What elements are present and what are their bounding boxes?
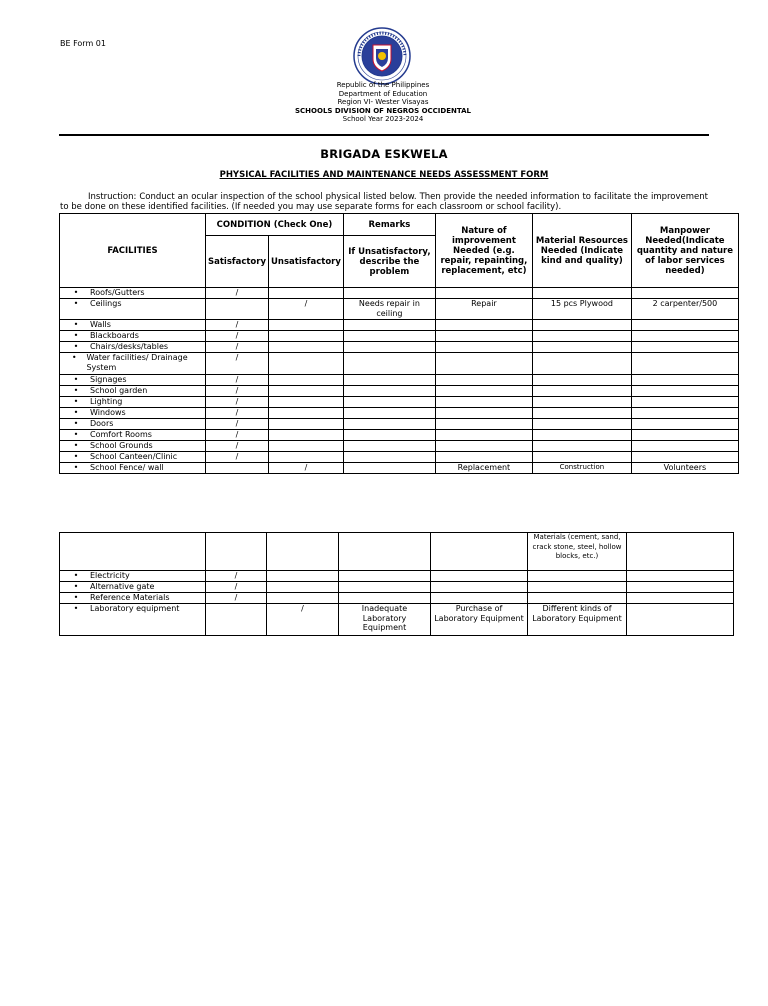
satisfactory-cell: / <box>206 593 267 604</box>
unsatisfactory-cell <box>267 582 339 593</box>
facility-name: Reference Materials <box>90 593 170 602</box>
table-cell <box>627 533 734 571</box>
remarks-cell <box>343 331 435 342</box>
remarks-cell <box>343 375 435 386</box>
manpower-cell <box>631 397 738 408</box>
nature-cell <box>435 342 532 353</box>
nature-cell <box>435 452 532 463</box>
manpower-cell <box>631 320 738 331</box>
facility-name: Laboratory equipment <box>90 604 180 613</box>
satisfactory-cell <box>206 604 267 636</box>
remarks-cell <box>343 408 435 419</box>
facility-name: Chairs/desks/tables <box>90 342 169 351</box>
facility-cell <box>60 452 206 463</box>
table-row <box>60 571 734 582</box>
material-cell <box>532 288 631 299</box>
table-row <box>60 386 739 397</box>
remarks-cell <box>343 386 435 397</box>
facility-name: School Canteen/Clinic <box>90 452 178 461</box>
unsatisfactory-cell <box>269 408 344 419</box>
unsatisfactory-cell <box>269 452 344 463</box>
material-cell: 15 pcs Plywood <box>532 299 631 320</box>
manpower-cell <box>631 353 738 375</box>
facility-name: School Fence/ wall <box>90 463 164 472</box>
material-cell <box>528 571 627 582</box>
facility-name: Water facilities/ Drainage System <box>86 353 188 372</box>
bullet-icon: • <box>73 571 79 580</box>
satisfactory-cell: / <box>206 320 269 331</box>
letterhead <box>250 81 516 124</box>
material-cell <box>532 441 631 452</box>
facility-cell <box>60 582 206 593</box>
facility-cell <box>60 299 206 320</box>
col-material: Material Resources Needed (Indicate kind and quality) <box>532 214 631 288</box>
material-cell <box>532 342 631 353</box>
table-row <box>60 342 739 353</box>
satisfactory-cell: / <box>206 331 269 342</box>
facility-cell <box>60 342 206 353</box>
unsatisfactory-cell <box>269 430 344 441</box>
bullet-icon: • <box>73 604 79 613</box>
remarks-cell <box>343 397 435 408</box>
col-nature: Nature of improvement Needed (e.g. repair, repainting, replacement, etc) <box>435 214 532 288</box>
bullet-icon: • <box>73 342 79 351</box>
table-row <box>60 331 739 342</box>
nature-cell <box>431 593 528 604</box>
unsatisfactory-cell <box>269 441 344 452</box>
facility-name: Roofs/Gutters <box>90 288 145 297</box>
bullet-icon: • <box>73 331 79 340</box>
facility-name: School garden <box>90 386 148 395</box>
deped-seal-logo <box>353 27 411 85</box>
bullet-icon: • <box>73 463 79 472</box>
satisfactory-cell: / <box>206 397 269 408</box>
satisfactory-cell <box>206 463 269 474</box>
col-condition: CONDITION (Check One) <box>206 214 344 236</box>
table-row <box>60 375 739 386</box>
table-cell <box>206 533 267 571</box>
material-cell <box>528 593 627 604</box>
satisfactory-cell: / <box>206 408 269 419</box>
division-name: SCHOOLS DIVISION OF NEGROS OCCIDENTAL <box>295 106 471 115</box>
letterhead-line: Department of Education <box>338 89 428 98</box>
form-code: BE Form 01 <box>60 39 106 48</box>
table-row <box>60 463 739 474</box>
nature-cell <box>431 571 528 582</box>
satisfactory-cell: / <box>206 452 269 463</box>
form-subtitle: PHYSICAL FACILITIES AND MAINTENANCE NEEDS ASSESSMENT FORM <box>219 170 549 180</box>
material-cell <box>532 386 631 397</box>
header-divider <box>59 134 709 136</box>
assessment-table-continued <box>59 532 734 636</box>
letterhead-line: Region VI- Wester Visayas <box>337 98 429 106</box>
remarks-cell: Inadequate Laboratory Equipment <box>339 604 431 636</box>
bullet-icon: • <box>73 441 79 450</box>
unsatisfactory-cell <box>269 397 344 408</box>
facility-name: Blackboards <box>90 331 139 340</box>
facility-cell <box>60 397 206 408</box>
facility-name: School Grounds <box>90 441 153 450</box>
nature-cell: Purchase of Laboratory Equipment <box>431 604 528 636</box>
unsatisfactory-cell <box>267 593 339 604</box>
facility-cell <box>60 386 206 397</box>
remarks-cell <box>343 419 435 430</box>
satisfactory-cell: / <box>206 582 267 593</box>
material-cell <box>532 408 631 419</box>
table-row <box>60 582 734 593</box>
satisfactory-cell: / <box>206 342 269 353</box>
remarks-cell <box>343 320 435 331</box>
facility-name: Alternative gate <box>90 582 155 591</box>
facility-cell <box>60 593 206 604</box>
table-row <box>60 353 739 375</box>
letterhead-line: Republic of the Philippines <box>336 81 430 89</box>
bullet-icon: • <box>73 582 79 591</box>
table-row <box>60 452 739 463</box>
facility-name: Walls <box>90 320 111 329</box>
material-cell <box>532 320 631 331</box>
nature-cell <box>435 386 532 397</box>
table-row <box>60 593 734 604</box>
remarks-cell <box>339 593 431 604</box>
material-cell: Different kinds of Laboratory Equipment <box>528 604 627 636</box>
table-cell <box>339 533 431 571</box>
bullet-icon: • <box>71 353 77 362</box>
satisfactory-cell: / <box>206 419 269 430</box>
satisfactory-cell: / <box>206 430 269 441</box>
facility-name: Windows <box>90 408 126 417</box>
nature-cell <box>435 331 532 342</box>
table-row <box>60 288 739 299</box>
nature-cell <box>435 397 532 408</box>
manpower-cell <box>631 375 738 386</box>
instruction-text: Instruction: Conduct an ocular inspection of the school physical listed below. Then provide the needed information to facilitate the improvement to be done on these identified facilities. (If needed you may use separate forms for each classroom or school facility). <box>60 192 708 212</box>
remarks-cell <box>339 571 431 582</box>
manpower-cell: Volunteers <box>631 463 738 474</box>
unsatisfactory-cell: / <box>269 463 344 474</box>
material-cell <box>532 331 631 342</box>
satisfactory-cell: / <box>206 386 269 397</box>
satisfactory-cell: / <box>206 375 269 386</box>
table-row <box>60 419 739 430</box>
unsatisfactory-cell <box>269 353 344 375</box>
facility-name: Ceilings <box>90 299 122 308</box>
unsatisfactory-cell <box>269 320 344 331</box>
manpower-cell <box>631 386 738 397</box>
remarks-cell <box>343 452 435 463</box>
bullet-icon: • <box>73 430 79 439</box>
facility-cell <box>60 604 206 636</box>
table-cell <box>431 533 528 571</box>
facility-cell <box>60 353 206 375</box>
material-cell <box>528 582 627 593</box>
bullet-icon: • <box>73 375 79 384</box>
school-year: School Year 2023-2024 <box>342 115 424 123</box>
facility-cell <box>60 375 206 386</box>
nature-cell <box>435 419 532 430</box>
manpower-cell <box>631 331 738 342</box>
remarks-cell <box>343 342 435 353</box>
nature-cell <box>431 582 528 593</box>
col-unsatisfactory: Unsatisfactory <box>269 236 344 288</box>
unsatisfactory-cell: / <box>267 604 339 636</box>
manpower-cell <box>631 452 738 463</box>
remarks-cell <box>343 353 435 375</box>
material-cell <box>532 353 631 375</box>
table-cell <box>267 533 339 571</box>
facility-name: Lighting <box>90 397 123 406</box>
facility-cell <box>60 419 206 430</box>
form-title: BRIGADA ESKWELA <box>320 147 448 161</box>
table-row <box>60 408 739 419</box>
remarks-cell <box>343 441 435 452</box>
bullet-icon: • <box>73 593 79 602</box>
nature-cell <box>435 441 532 452</box>
unsatisfactory-cell <box>267 571 339 582</box>
material-cell <box>532 375 631 386</box>
remarks-cell <box>343 463 435 474</box>
facility-cell <box>60 288 206 299</box>
unsatisfactory-cell <box>269 331 344 342</box>
col-manpower: Manpower Needed(Indicate quantity and nature of labor services needed) <box>631 214 738 288</box>
facility-cell <box>60 408 206 419</box>
unsatisfactory-cell: / <box>269 299 344 320</box>
manpower-cell <box>631 288 738 299</box>
bullet-icon: • <box>73 299 79 308</box>
manpower-cell <box>627 582 734 593</box>
material-cell <box>532 430 631 441</box>
facility-name: Comfort Rooms <box>90 430 152 439</box>
nature-cell <box>435 430 532 441</box>
table-row <box>60 320 739 331</box>
material-cell <box>532 419 631 430</box>
col-satisfactory: Satisfactory <box>206 236 269 288</box>
bullet-icon: • <box>73 419 79 428</box>
bullet-icon: • <box>73 386 79 395</box>
table-row <box>60 299 739 320</box>
material-cell: Construction <box>532 463 631 474</box>
facility-cell <box>60 441 206 452</box>
facility-cell <box>60 331 206 342</box>
manpower-cell <box>631 408 738 419</box>
table-row <box>60 397 739 408</box>
nature-cell <box>435 408 532 419</box>
manpower-cell <box>631 342 738 353</box>
satisfactory-cell: / <box>206 288 269 299</box>
table-row <box>60 430 739 441</box>
material-cell <box>532 397 631 408</box>
remarks-cell: Needs repair in ceiling <box>343 299 435 320</box>
manpower-cell <box>631 419 738 430</box>
satisfactory-cell: / <box>206 353 269 375</box>
bullet-icon: • <box>73 408 79 417</box>
satisfactory-cell <box>206 299 269 320</box>
manpower-cell <box>627 604 734 636</box>
col-remarks-sub: If Unsatisfactory, describe the problem <box>343 236 435 288</box>
manpower-cell <box>631 430 738 441</box>
unsatisfactory-cell <box>269 386 344 397</box>
facility-name: Electricity <box>90 571 130 580</box>
manpower-cell <box>627 593 734 604</box>
bullet-icon: • <box>73 452 79 461</box>
satisfactory-cell: / <box>206 441 269 452</box>
facility-name: Signages <box>90 375 127 384</box>
col-facilities: FACILITIES <box>60 214 206 288</box>
manpower-cell <box>631 441 738 452</box>
nature-cell <box>435 288 532 299</box>
facility-name: Doors <box>90 419 114 428</box>
nature-cell: Repair <box>435 299 532 320</box>
material-cell <box>532 452 631 463</box>
table-cell <box>60 533 206 571</box>
bullet-icon: • <box>73 397 79 406</box>
unsatisfactory-cell <box>269 419 344 430</box>
col-remarks: Remarks <box>343 214 435 236</box>
facility-cell <box>60 571 206 582</box>
nature-cell <box>435 320 532 331</box>
nature-cell <box>435 353 532 375</box>
manpower-cell: 2 carpenter/500 <box>631 299 738 320</box>
satisfactory-cell: / <box>206 571 267 582</box>
unsatisfactory-cell <box>269 288 344 299</box>
facility-cell <box>60 320 206 331</box>
unsatisfactory-cell <box>269 342 344 353</box>
nature-cell: Replacement <box>435 463 532 474</box>
material-cell: Materials (cement, sand, crack stone, steel, hollow blocks, etc.) <box>528 533 627 571</box>
nature-cell <box>435 375 532 386</box>
remarks-cell <box>343 430 435 441</box>
bullet-icon: • <box>73 320 79 329</box>
table-row <box>60 441 739 452</box>
remarks-cell <box>343 288 435 299</box>
facility-cell <box>60 430 206 441</box>
manpower-cell <box>627 571 734 582</box>
bullet-icon: • <box>73 288 79 297</box>
assessment-table <box>59 213 739 474</box>
facility-cell <box>60 463 206 474</box>
table-row <box>60 604 734 636</box>
unsatisfactory-cell <box>269 375 344 386</box>
remarks-cell <box>339 582 431 593</box>
